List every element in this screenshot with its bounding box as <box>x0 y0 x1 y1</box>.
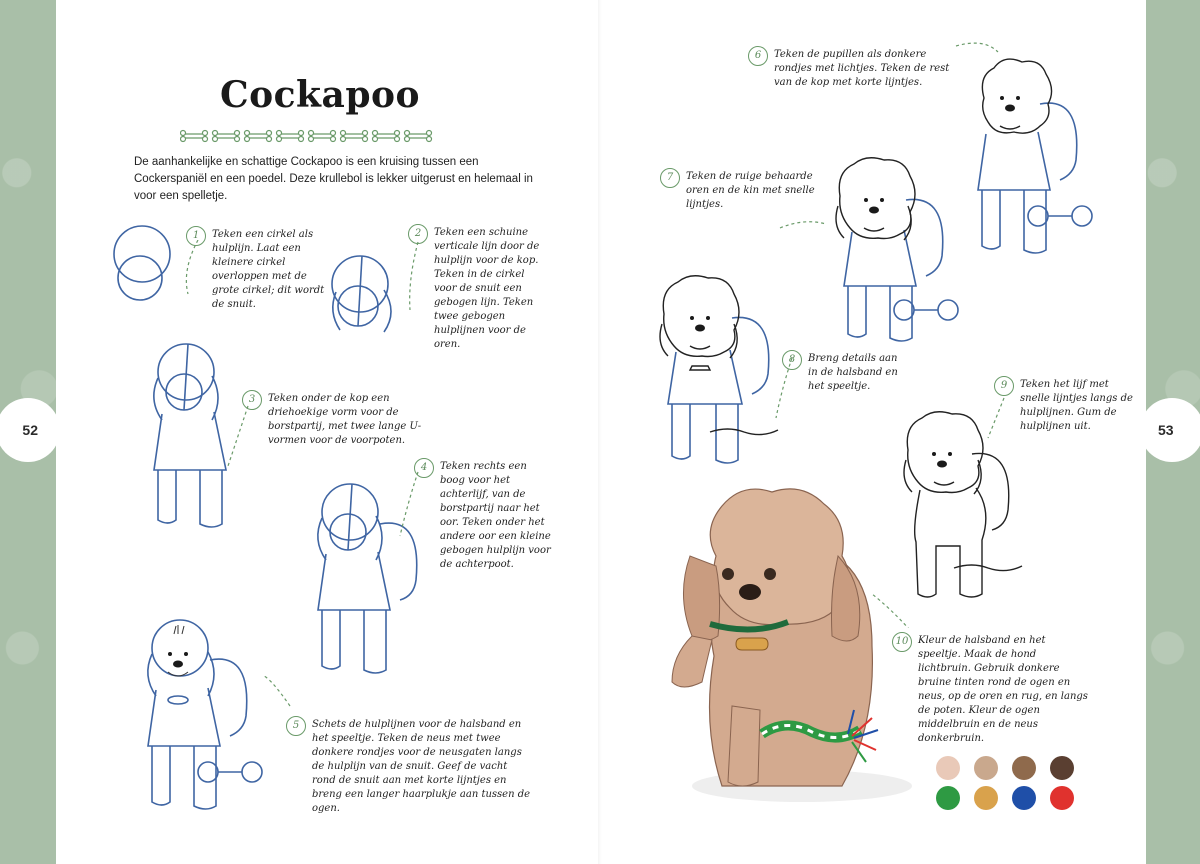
step-number-badge: 1 <box>186 226 206 246</box>
swatch-blue <box>1012 786 1036 810</box>
book-gutter <box>598 0 602 864</box>
page-title: Cockapoo <box>219 74 421 116</box>
step-number-badge: 6 <box>748 46 768 66</box>
bone-divider <box>180 128 460 144</box>
guide-arrows-right <box>760 38 1140 628</box>
swatch-light-pink <box>936 756 960 780</box>
step-5-text: 5 Schets de hulplijnen voor de halsband en het speeltje. Teken de neus met twee donkere rondjes voor de neusgaten langs de hulplijn van de snuit. Geef de vacht rond de snuit aan met korte lijntjes en breng een langer haarplukje aan tussen de ogen. <box>312 718 532 816</box>
step-6-text: 6 Teken de pupillen als donkere rondjes met lichtjes. Teken de rest van de kop met korte lijntjes. <box>774 48 956 90</box>
swatch-brown <box>1012 756 1036 780</box>
guide-arrows-left <box>178 240 558 710</box>
step-number-badge: 4 <box>414 458 434 478</box>
step-4-text: 4 Teken rechts een boog voor het achterlijf, van de borstpartij naar het oor. Teken onder het andere oor een kleine gebogen hulplijn voor de achterpoot. <box>440 460 554 572</box>
step-number-badge: 7 <box>660 168 680 188</box>
step-1-text: 1 Teken een cirkel als hulplijn. Laat een kleinere cirkel overloppen met de grote cirkel; dit wordt de snuit. <box>212 228 330 312</box>
step-8-text: 8 Breng details aan in de halsband en het speeltje. <box>808 352 898 394</box>
step-7-text: 7 Teken de ruige behaarde oren en de kin met snelle lijntjes. <box>686 170 818 212</box>
step-number-badge: 10 <box>892 632 912 652</box>
swatch-ochre <box>974 786 998 810</box>
step-number-badge: 9 <box>994 376 1014 396</box>
page-number-left: 52 <box>0 398 60 462</box>
swatch-dark-brown <box>1050 756 1074 780</box>
step-10-text: 10 Kleur de halsband en het speeltje. Maak de hond lichtbruin. Gebruik donkere bruine tinten rond de ogen en neus, op de oren en rug, en langs de poten. Kleur de ogen middelbruin en de neus donkerbruin. <box>918 634 1088 746</box>
step-number-badge: 5 <box>286 716 306 736</box>
step-number-badge: 3 <box>242 390 262 410</box>
page-number-right: 53 <box>1140 398 1200 462</box>
swatch-red <box>1050 786 1074 810</box>
step-1-drawing <box>104 222 184 306</box>
swatch-tan <box>974 756 998 780</box>
step-number-badge: 2 <box>408 224 428 244</box>
step-number-badge: 8 <box>782 350 802 370</box>
step-9-text: 9 Teken het lijf met snelle lijntjes langs de hulplijnen. Gum de hulplijnen uit. <box>1020 378 1138 434</box>
swatch-green <box>936 786 960 810</box>
step-3-text: 3 Teken onder de kop een driehoekige vorm voor de borstpartij, met twee lange U-vormen voor de voorpoten. <box>268 392 422 448</box>
intro-paragraph: De aanhankelijke en schattige Cockapoo is een kruising tussen een Cockerspaniël en een poedel. Deze krullebol is lekker uitgerust en helemaal in voor een spelletje. <box>134 156 533 202</box>
step-2-text: 2 Teken een schuine verticale lijn door de hulplijn voor de kop. Teken in de cirkel voor de snuit een gebogen lijn. Teken twee gebogen hulplijnen voor de oren. <box>434 226 544 352</box>
